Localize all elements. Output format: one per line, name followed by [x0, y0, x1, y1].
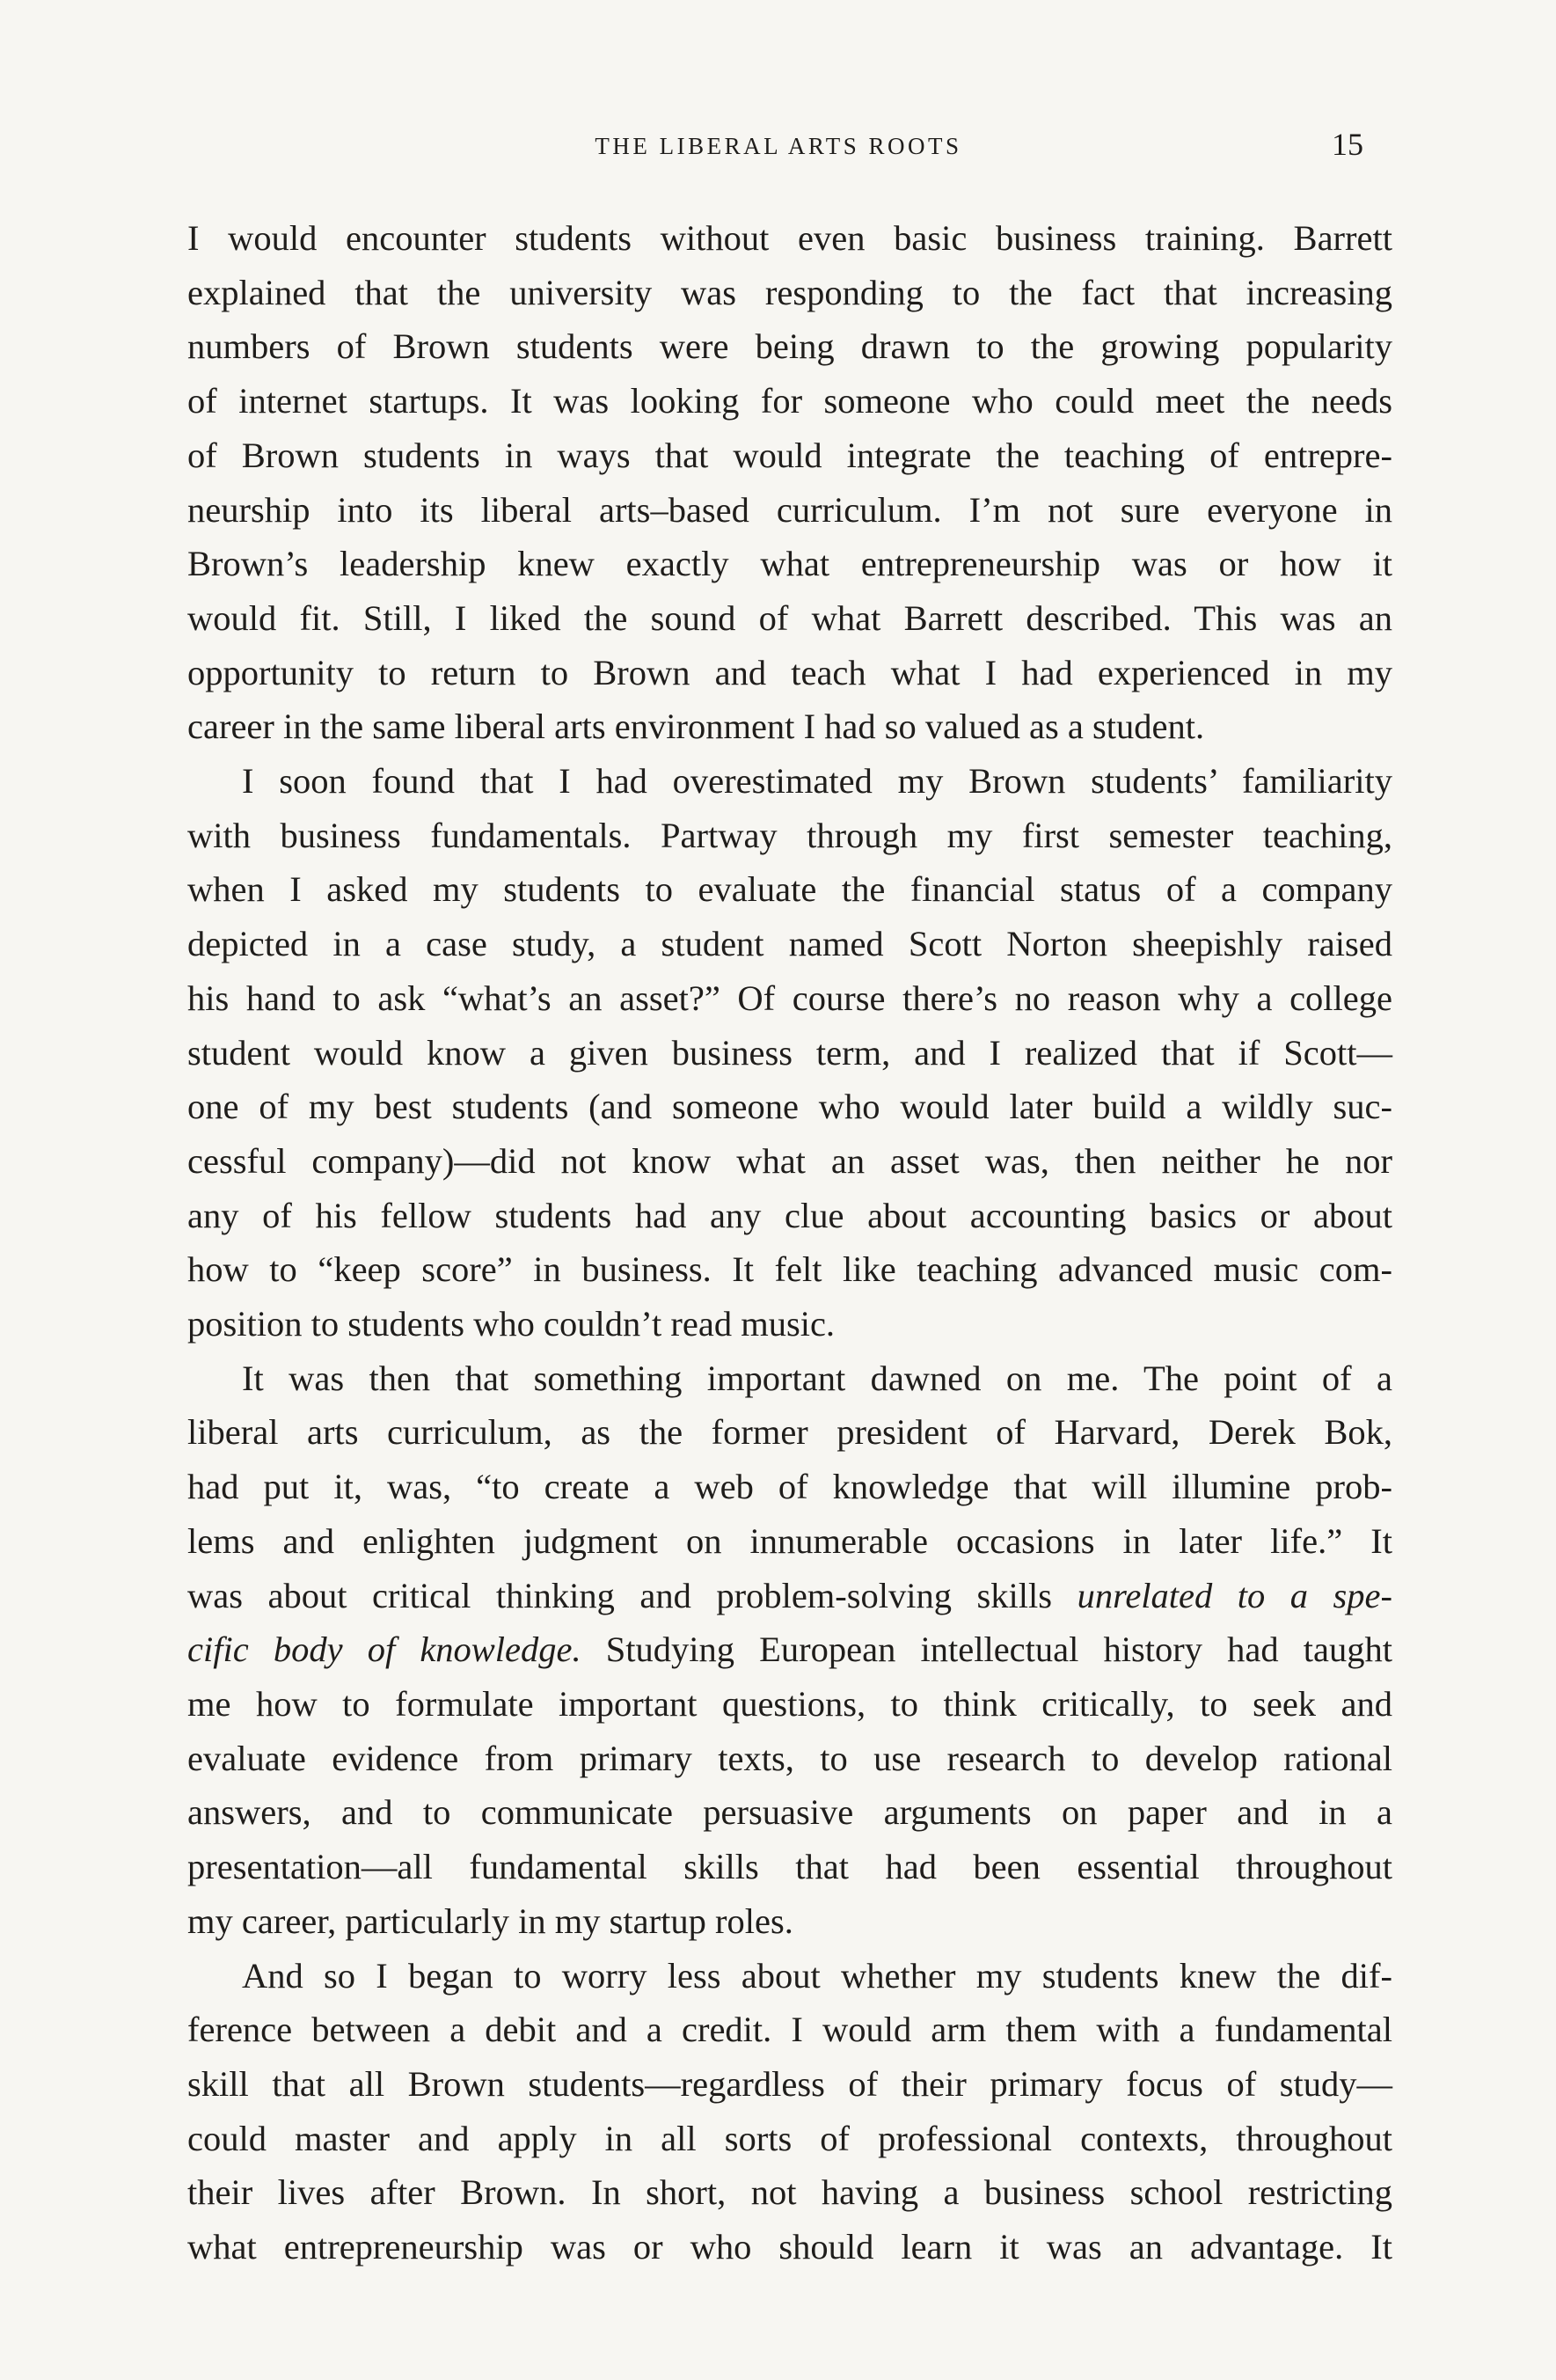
text-line: me how to formulate important questions, to think critically, to seek and: [187, 1683, 1392, 1724]
text-line: numbers of Brown students were being drawn to the growing popularity: [187, 326, 1392, 367]
running-head: [194, 126, 1363, 170]
paragraph-4: [187, 1949, 1392, 2274]
text-line: depicted in a case study, a student named Scott Norton sheepishly raised: [187, 924, 1392, 964]
text-line: opportunity to return to Brown and teach what I had experienced in my: [187, 652, 1392, 692]
text-line: when I asked my students to evaluate the financial status of a company: [187, 869, 1392, 910]
text-line: presentation—all fundamental skills that had been essential throughout: [187, 1847, 1392, 1887]
text-line: of Brown students in ways that would integrate the teaching of entrepre-: [187, 435, 1392, 475]
text-line: of internet startups. It was looking for someone who could meet the needs: [187, 381, 1392, 421]
text-line: [187, 1569, 1392, 1623]
text-line: neurship into its liberal arts–based curriculum. I’m not sure everyone in: [187, 489, 1392, 530]
text-line: with business fundamentals. Partway through my first semester teaching,: [187, 815, 1392, 855]
text-line: any of his fellow students had any clue about accounting basics or about: [187, 1195, 1392, 1235]
page-number: 15: [1332, 127, 1363, 162]
text-line: had put it, was, “to create a web of knowledge that will illumine prob-: [187, 1467, 1392, 1507]
text-line: It was then that something important dawned on me. The point of a: [242, 1358, 1392, 1398]
text-line: answers, and to communicate persuasive arguments on paper and in a: [187, 1792, 1392, 1833]
paragraph-2: [187, 754, 1392, 1351]
text-line: student would know a given business term, and I realized that if Scott—: [187, 1032, 1392, 1073]
paragraph-3: [187, 1351, 1392, 1949]
paragraph-1: [187, 211, 1392, 754]
italic-phrase: cific body of knowledge.: [187, 1629, 581, 1670]
text-line: could master and apply in all sorts of professional contexts, throughout: [187, 2118, 1392, 2158]
text-line: I soon found that I had overestimated my Brown students’ familiarity: [242, 761, 1392, 802]
text-line: Brown’s leadership knew exactly what entrepreneurship was or how it: [187, 544, 1392, 584]
text-line: [187, 1622, 1392, 1677]
text-fragment: was about critical thinking and problem-solving skills: [187, 1575, 1078, 1615]
text-line: liberal arts curriculum, as the former president of Harvard, Derek Bok,: [187, 1412, 1392, 1453]
text-line: how to “keep score” in business. It felt like teaching advanced music com-: [187, 1249, 1392, 1290]
text-line: one of my best students (and someone who would later build a wildly suc-: [187, 1087, 1392, 1127]
text-line: his hand to ask “what’s an asset?” Of course there’s no reason why a college: [187, 978, 1392, 1018]
text-line: I would encounter students without even basic business training. Barrett: [187, 218, 1392, 258]
text-line: career in the same liberal arts environment I had so valued as a student.: [187, 707, 1205, 747]
text-line: my career, particularly in my startup roles.: [187, 1900, 793, 1941]
text-line: position to students who couldn’t read music.: [187, 1304, 836, 1344]
text-line: cessful company)—did not know what an asset was, then neither he nor: [187, 1140, 1392, 1181]
text-line: skill that all Brown students—regardless of their primary focus of study—: [187, 2063, 1392, 2104]
running-title: THE LIBERAL ARTS ROOTS: [595, 133, 962, 159]
text-line: explained that the university was responding to the fact that increasing: [187, 272, 1392, 312]
text-line: their lives after Brown. In short, not having a business school restricting: [187, 2172, 1392, 2213]
text-line: And so I began to worry less about whether my students knew the dif-: [242, 1955, 1392, 1996]
text-line: would fit. Still, I liked the sound of what Barrett described. This was an: [187, 597, 1392, 638]
text-line: evaluate evidence from primary texts, to use research to develop rational: [187, 1738, 1392, 1778]
text-line: lems and enlighten judgment on innumerable occasions in later life.” It: [187, 1520, 1392, 1561]
body-text: [187, 211, 1392, 2274]
text-line: ference between a debit and a credit. I would arm them with a fundamental: [187, 2010, 1392, 2050]
text-fragment: Studying European intellectual history had taught: [581, 1629, 1392, 1670]
text-line: what entrepreneurship was or who should learn it was an advantage. It: [187, 2227, 1392, 2267]
italic-phrase: unrelated to a spe-: [1077, 1575, 1392, 1615]
